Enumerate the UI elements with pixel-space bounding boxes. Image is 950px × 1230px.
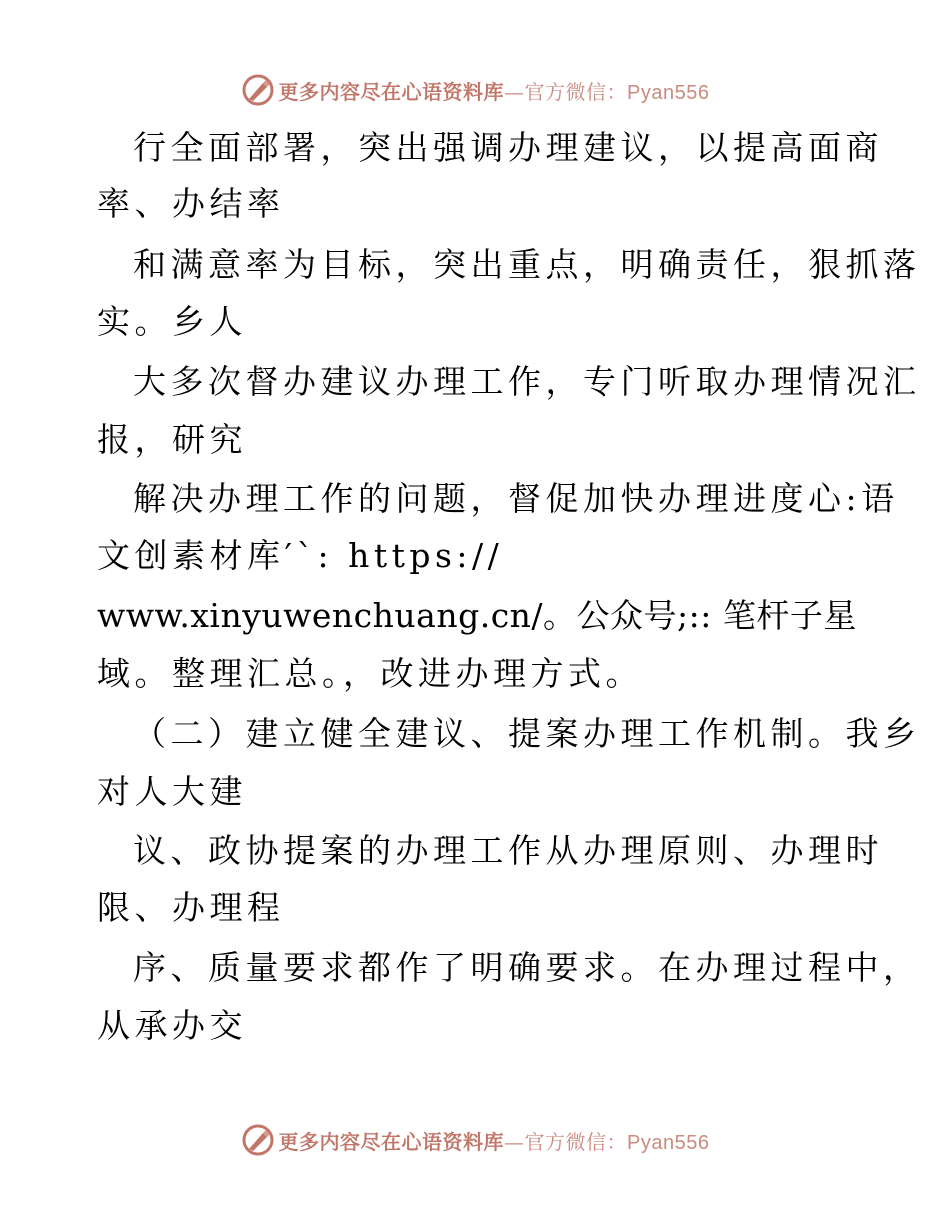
body-line: 对人大建 [97,772,247,811]
body-line: www.xinyuwenchuang.cn/。公众号;:: 笔杆子星 [97,596,857,635]
watermark-dash: — [504,1129,525,1154]
watermark-wechat-id: Pyan556 [627,1131,710,1154]
body-line: 报，研究 [97,420,247,459]
body-line: 实。乡人 [97,302,247,341]
body-line: 议、政协提案的办理工作从办理原则、办理时 [133,831,883,870]
footer-watermark-banner [0,1120,950,1160]
watermark-site-name: 更多内容尽在心语资料库 [278,79,505,104]
body-line: 行全面部署，突出强调办理建议，以提高面商 [133,128,883,167]
body-line: 限、办理程 [97,888,285,927]
body-line: 文创素材库′`: https:// [97,536,504,575]
watermark-site-name: 更多内容尽在心语资料库 [278,1129,505,1154]
body-line: （二）建立健全建议、提案办理工作机制。我乡 [133,714,921,753]
watermark-wechat-id: Pyan556 [627,81,710,104]
body-line: 从承办交 [97,1006,247,1045]
red-circle-pen-logo-icon [241,1123,275,1157]
watermark-text [279,1126,710,1155]
watermark-text [279,76,710,105]
watermark-wechat-label: 官方微信： [524,1129,628,1154]
body-line: 大多次督办建议办理工作，专门听取办理情况汇 [133,362,921,401]
body-line: 率、办结率 [97,184,285,223]
watermark-dash: — [504,79,525,104]
body-line: 解决办理工作的问题，督促加快办理进度心:语 [133,479,899,518]
watermark-wechat-label: 官方微信： [524,79,628,104]
body-line: 域。整理汇总。，改进办理方式。 [97,654,643,693]
body-line: 序、质量要求都作了明确要求。在办理过程中， [133,948,921,987]
red-circle-pen-logo-icon [241,73,275,107]
header-watermark-banner [0,70,950,110]
body-line: 和满意率为目标，突出重点，明确责任，狠抓落 [133,245,921,284]
